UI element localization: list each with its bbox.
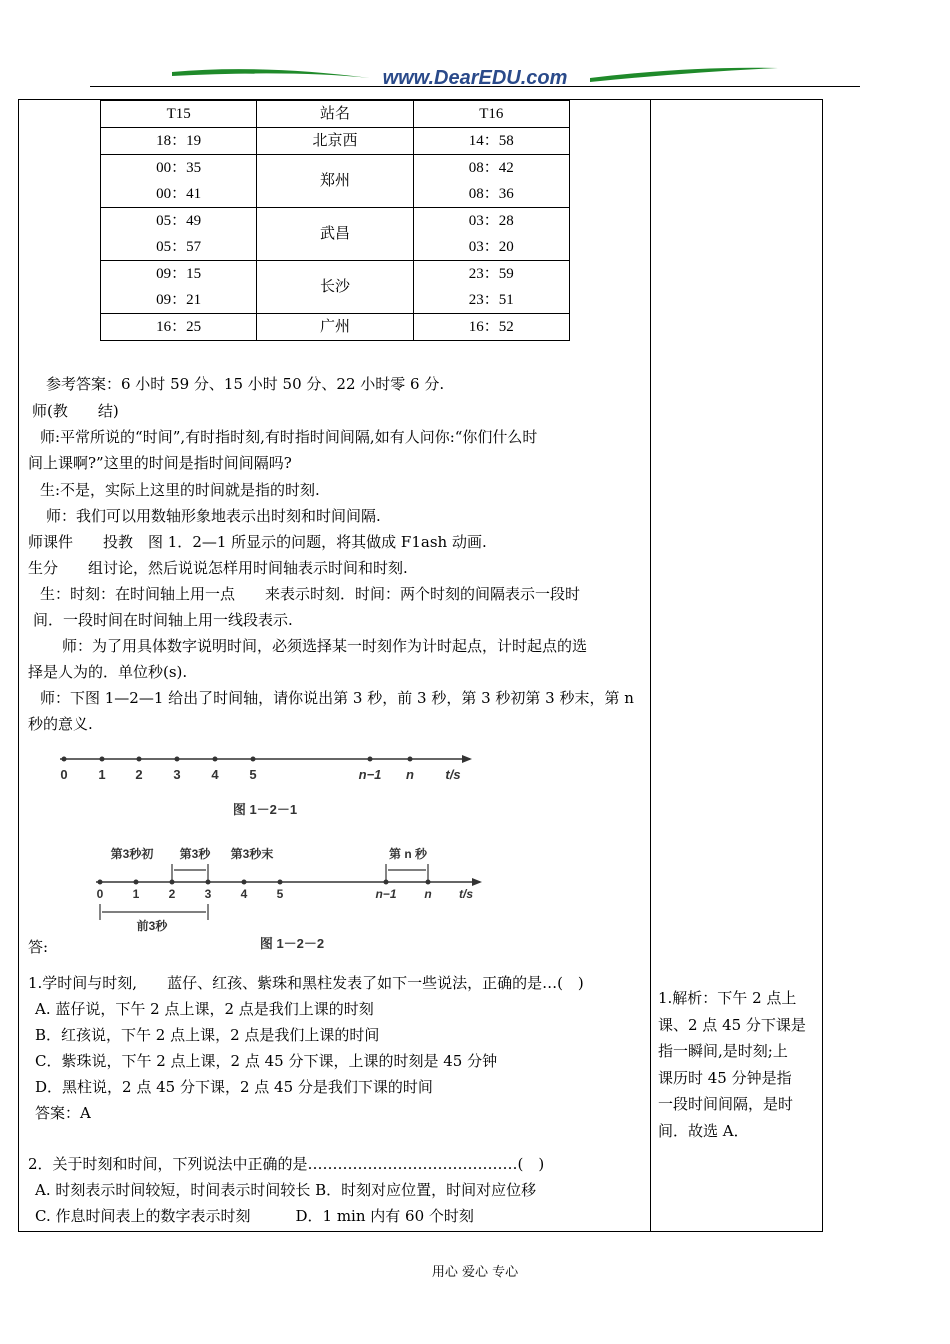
station-cell: 广州 — [257, 314, 413, 341]
t15-cell: 09：15 09：21 — [101, 261, 257, 314]
teacher-summary: 师(教 结) — [32, 402, 119, 420]
sidebar-explanation — [658, 985, 818, 1144]
tick-label: n — [424, 887, 432, 901]
axis-unit-label: t/s — [445, 767, 461, 782]
station-cell: 郑州 — [257, 155, 413, 208]
question-1-answer: 答案：A — [35, 1104, 91, 1122]
tick-label: 3 — [204, 887, 212, 901]
tick-label: 2 — [168, 887, 176, 901]
question-1-option-c: C．紫珠说，下午 2 点上课，2 点 45 分下课，上课的时刻是 45 分钟 — [35, 1052, 498, 1070]
page-footer: 用心 爱心 专心 — [431, 1265, 519, 1280]
tick-dot — [368, 757, 373, 762]
t15-cell: 05：49 05：57 — [101, 208, 257, 261]
figure-1-2-1 — [50, 744, 490, 824]
figure-caption: 图 1－2－2 — [259, 936, 325, 951]
question-2-stem: 2．关于时刻和时间，下列说法中正确的是……………………………………( ) — [28, 1155, 545, 1173]
t16-cell: 16：52 — [413, 314, 569, 341]
t16-cell: 03：28 03：20 — [413, 208, 569, 261]
axis-arrow — [462, 755, 472, 763]
tick-dot — [384, 880, 389, 885]
sidebar-line: 指一瞬间,是时刻;上 — [658, 1042, 788, 1060]
tick-label: 4 — [240, 887, 248, 901]
table-row — [101, 314, 570, 341]
table-row — [101, 155, 570, 208]
t16-cell: 08：42 08：36 — [413, 155, 569, 208]
label-3rd-second-start: 第3秒初 — [110, 847, 154, 861]
tick-label: 0 — [96, 887, 104, 901]
reference-answer: 参考答案：6 小时 59 分、15 小时 50 分、22 小时零 6 分. — [46, 375, 445, 393]
tick-dot — [426, 880, 431, 885]
question-2-options-ab: A. 时刻表示时间较短，时间表示时间较长 B．时刻对应位置，时间对应位移 — [35, 1181, 537, 1199]
train-timetable — [100, 100, 570, 341]
tick-dot — [134, 880, 139, 885]
label-first-3-seconds: 前3秒 — [136, 919, 168, 933]
column-divider — [650, 99, 651, 1232]
tick-dot — [278, 880, 283, 885]
question-1-stem: 1.学时间与时刻, 蓝仔、红孩、紫珠和黑柱发表了如下一些说法，正确的是…( ) — [28, 974, 584, 992]
paragraph-line: 师：为了用具体数字说明时间，必须选择某一时刻作为计时起点，计时起点的选 — [62, 637, 588, 655]
tick-label: n−1 — [375, 887, 397, 901]
paragraph-line: 生:不是，实际上这里的时间就是指的时刻. — [40, 481, 320, 499]
sidebar-line: 1.解析：下午 2 点上 — [658, 989, 797, 1007]
label-3rd-second: 第3秒 — [179, 847, 211, 861]
tick-dot — [100, 757, 105, 762]
logo-swoosh-right — [590, 68, 778, 82]
col-header: T16 — [413, 101, 569, 128]
tick-label: 2 — [135, 767, 143, 782]
paragraph-line: 师课件 投教 图 1．2—1 所显示的问题，将其做成 F1ash 动画. — [28, 533, 487, 551]
question-1-option-b: B．红孩说，下午 2 点上课，2 点是我们上课的时间 — [35, 1026, 380, 1044]
answer-label: 答: — [28, 938, 49, 956]
header-rule — [90, 86, 860, 87]
sidebar-line: 课历时 45 分钟是指 — [658, 1068, 792, 1087]
t15-cell: 16：25 — [101, 314, 257, 341]
paragraph-line: 师：下图 1—2—1 给出了时间轴，请你说出第 3 秒，前 3 秒，第 3 秒初第 3 秒末，第 n — [40, 689, 634, 707]
paragraph-line: 生分 组讨论，然后说说怎样用时间轴表示时间和时刻. — [28, 559, 408, 577]
t16-cell: 23：59 23：51 — [413, 261, 569, 314]
sidebar-line: 一段时间间隔，是时 — [658, 1095, 794, 1113]
t16-cell: 14：58 — [413, 128, 569, 155]
tick-dot — [62, 757, 67, 762]
paragraph-line: 择是人为的．单位秒(s). — [28, 663, 188, 681]
station-cell: 长沙 — [257, 261, 413, 314]
tick-dot — [251, 757, 256, 762]
table-row — [101, 261, 570, 314]
tick-label: 4 — [211, 767, 219, 782]
tick-dot — [206, 880, 211, 885]
question-1-option-d: D．黑柱说，2 点 45 分下课，2 点 45 分是我们下课的时间 — [35, 1078, 433, 1096]
figure-1-2-2 — [80, 838, 500, 958]
t15-cell: 18：19 — [101, 128, 257, 155]
tick-label: 0 — [60, 767, 68, 782]
col-header: 站名 — [257, 101, 413, 128]
question-2-options-cd: C. 作息时间表上的数字表示时刻 D．1 min 内有 60 个时刻 — [35, 1207, 474, 1225]
figure-caption: 图 1－2－1 — [232, 802, 298, 817]
tick-label: n−1 — [358, 767, 382, 782]
paragraph-line: 师:平常所说的“时间”,有时指时刻,有时指时间间隔,如有人问你:“你们什么时 — [40, 428, 538, 446]
paragraph-line: 秒的意义. — [28, 715, 93, 733]
sidebar-line: 课、2 点 45 分下课是 — [658, 1015, 806, 1034]
tick-label: 1 — [132, 887, 140, 901]
tick-dot — [175, 757, 180, 762]
paragraph-line: 间．一段时间在时间轴上用一线段表示. — [33, 611, 293, 629]
tick-dot — [213, 757, 218, 762]
sidebar-line: 间．故选 A． — [658, 1121, 749, 1140]
tick-dot — [242, 880, 247, 885]
header-logo — [170, 60, 780, 94]
paragraph-line: 间上课啊?”这里的时间是指时间间隔吗? — [28, 454, 292, 472]
logo-text: www.DearEDU.com — [382, 67, 568, 89]
axis-unit-label: t/s — [458, 887, 474, 901]
tick-label: 5 — [276, 887, 284, 901]
tick-dot — [137, 757, 142, 762]
label-3rd-second-end: 第3秒末 — [230, 847, 274, 861]
tick-dot — [98, 880, 103, 885]
station-cell: 北京西 — [257, 128, 413, 155]
table-row — [101, 208, 570, 261]
label-nth-second: 第 n 秒 — [389, 847, 427, 861]
axis-arrow — [472, 878, 482, 886]
tick-label: 3 — [173, 767, 181, 782]
paragraph-line: 生：时刻：在时间轴上用一点 来表示时刻．时间：两个时刻的间隔表示一段时 — [40, 585, 581, 603]
tick-dot — [170, 880, 175, 885]
tick-label: 1 — [98, 767, 106, 782]
question-1-option-a: A. 蓝仔说，下午 2 点上课，2 点是我们上课的时刻 — [35, 1000, 374, 1018]
tick-label: 5 — [249, 767, 257, 782]
tick-label: n — [406, 767, 414, 782]
logo-swoosh-left — [172, 69, 370, 78]
table-header-row — [101, 101, 570, 128]
paragraph-line: 师：我们可以用数轴形象地表示出时刻和时间间隔. — [46, 507, 381, 525]
t15-cell: 00：35 00：41 — [101, 155, 257, 208]
station-cell: 武昌 — [257, 208, 413, 261]
col-header: T15 — [101, 101, 257, 128]
tick-dot — [408, 757, 413, 762]
table-row — [101, 128, 570, 155]
